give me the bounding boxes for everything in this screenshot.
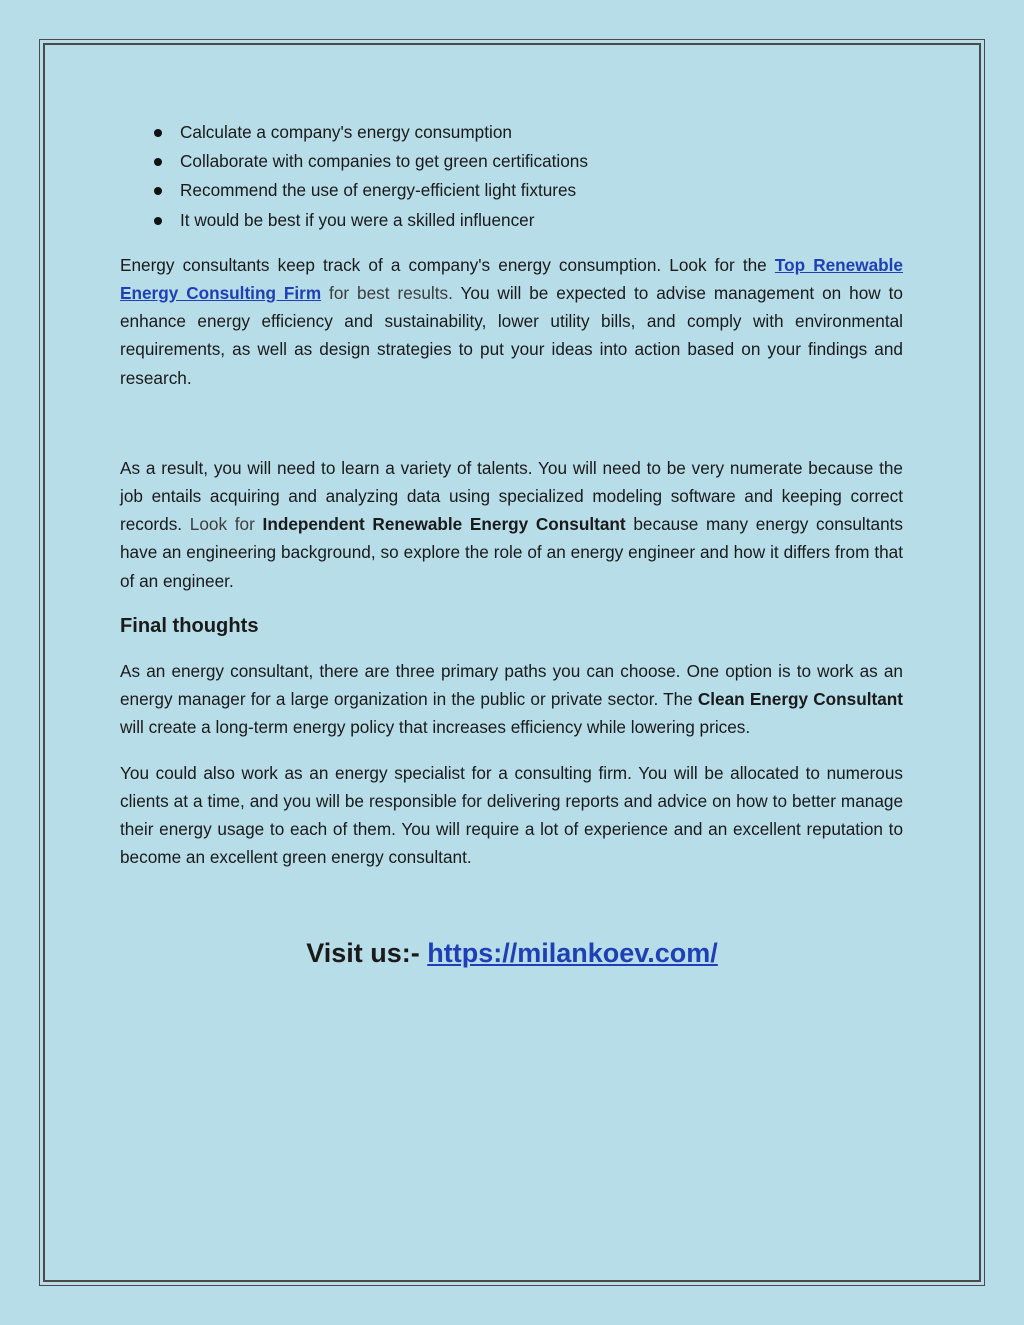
bullet-dot-icon [154, 158, 162, 166]
paragraph-text: You will be expected to advise management on how to enhance energy efficiency and sustainability, lower utility bills, and comply with environmental requirements, as well as design strategies to put your ideas into action based on your findings and research. [120, 282, 903, 388]
bullet-text: Recommend the use of energy-efficient light fixtures [180, 180, 577, 201]
bullet-list [120, 118, 903, 235]
bullet-item [120, 176, 903, 205]
document-body [120, 118, 903, 871]
paragraph-talents [120, 454, 903, 595]
paragraph-text: for best results. [321, 282, 453, 303]
section-heading: Final thoughts [120, 614, 259, 637]
bullet-dot-icon [154, 217, 162, 225]
visit-label: Visit us:- [306, 938, 428, 968]
bullet-text: It would be best if you were a skilled influencer [180, 209, 535, 230]
bold-phrase: Independent Renewable Energy Consultant [262, 514, 626, 535]
paragraph-text: Energy consultants keep track of a company's energy consumption. Look for the [120, 254, 775, 275]
paragraph-specialist [120, 759, 903, 872]
bullet-item [120, 118, 903, 147]
paragraph-text: will create a long-term energy policy that increases efficiency while lowering prices. [120, 717, 751, 738]
paragraph-text: because many energy consultants have an engineering background, so explore the role of an energy engineer and how it differs from that of an engineer. [120, 514, 903, 591]
bullet-item [120, 147, 903, 176]
paragraph-text: As a result, you will need to learn a variety of talents. You will need to be very numerate because the job entails acquiring and analyzing data using specialized modeling software and keeping correct records. [120, 457, 903, 535]
paragraph-paths [120, 657, 903, 742]
paragraph-text: Look for [182, 514, 263, 535]
paragraph-energy-consultants [120, 251, 903, 392]
visit-us-line [0, 933, 1024, 973]
bullet-dot-icon [154, 187, 162, 195]
website-link[interactable]: https://milankoev.com/ [427, 938, 718, 968]
bullet-dot-icon [154, 129, 162, 137]
bold-phrase: Clean Energy Consultant [697, 689, 903, 710]
consulting-firm-link[interactable]: Top Renewable Energy Consulting Firm [120, 254, 903, 303]
bullet-item [120, 206, 903, 235]
bullet-text: Collaborate with companies to get green certifications [180, 151, 588, 172]
paragraph-text: As an energy consultant, there are three primary paths you can choose. One option is to work as an energy manager for a large organization in the public or private sector. The [120, 660, 903, 710]
bullet-text: Calculate a company's energy consumption [180, 122, 512, 142]
paragraph-text: You could also work as an energy specialist for a consulting firm. You will be allocated to numerous clients at a time, and you will be responsible for delivering reports and advice on how to better manage their energy usage to each of them. You will require a lot of experience and an excellent reputation to become an excellent green energy consultant. [120, 762, 903, 868]
